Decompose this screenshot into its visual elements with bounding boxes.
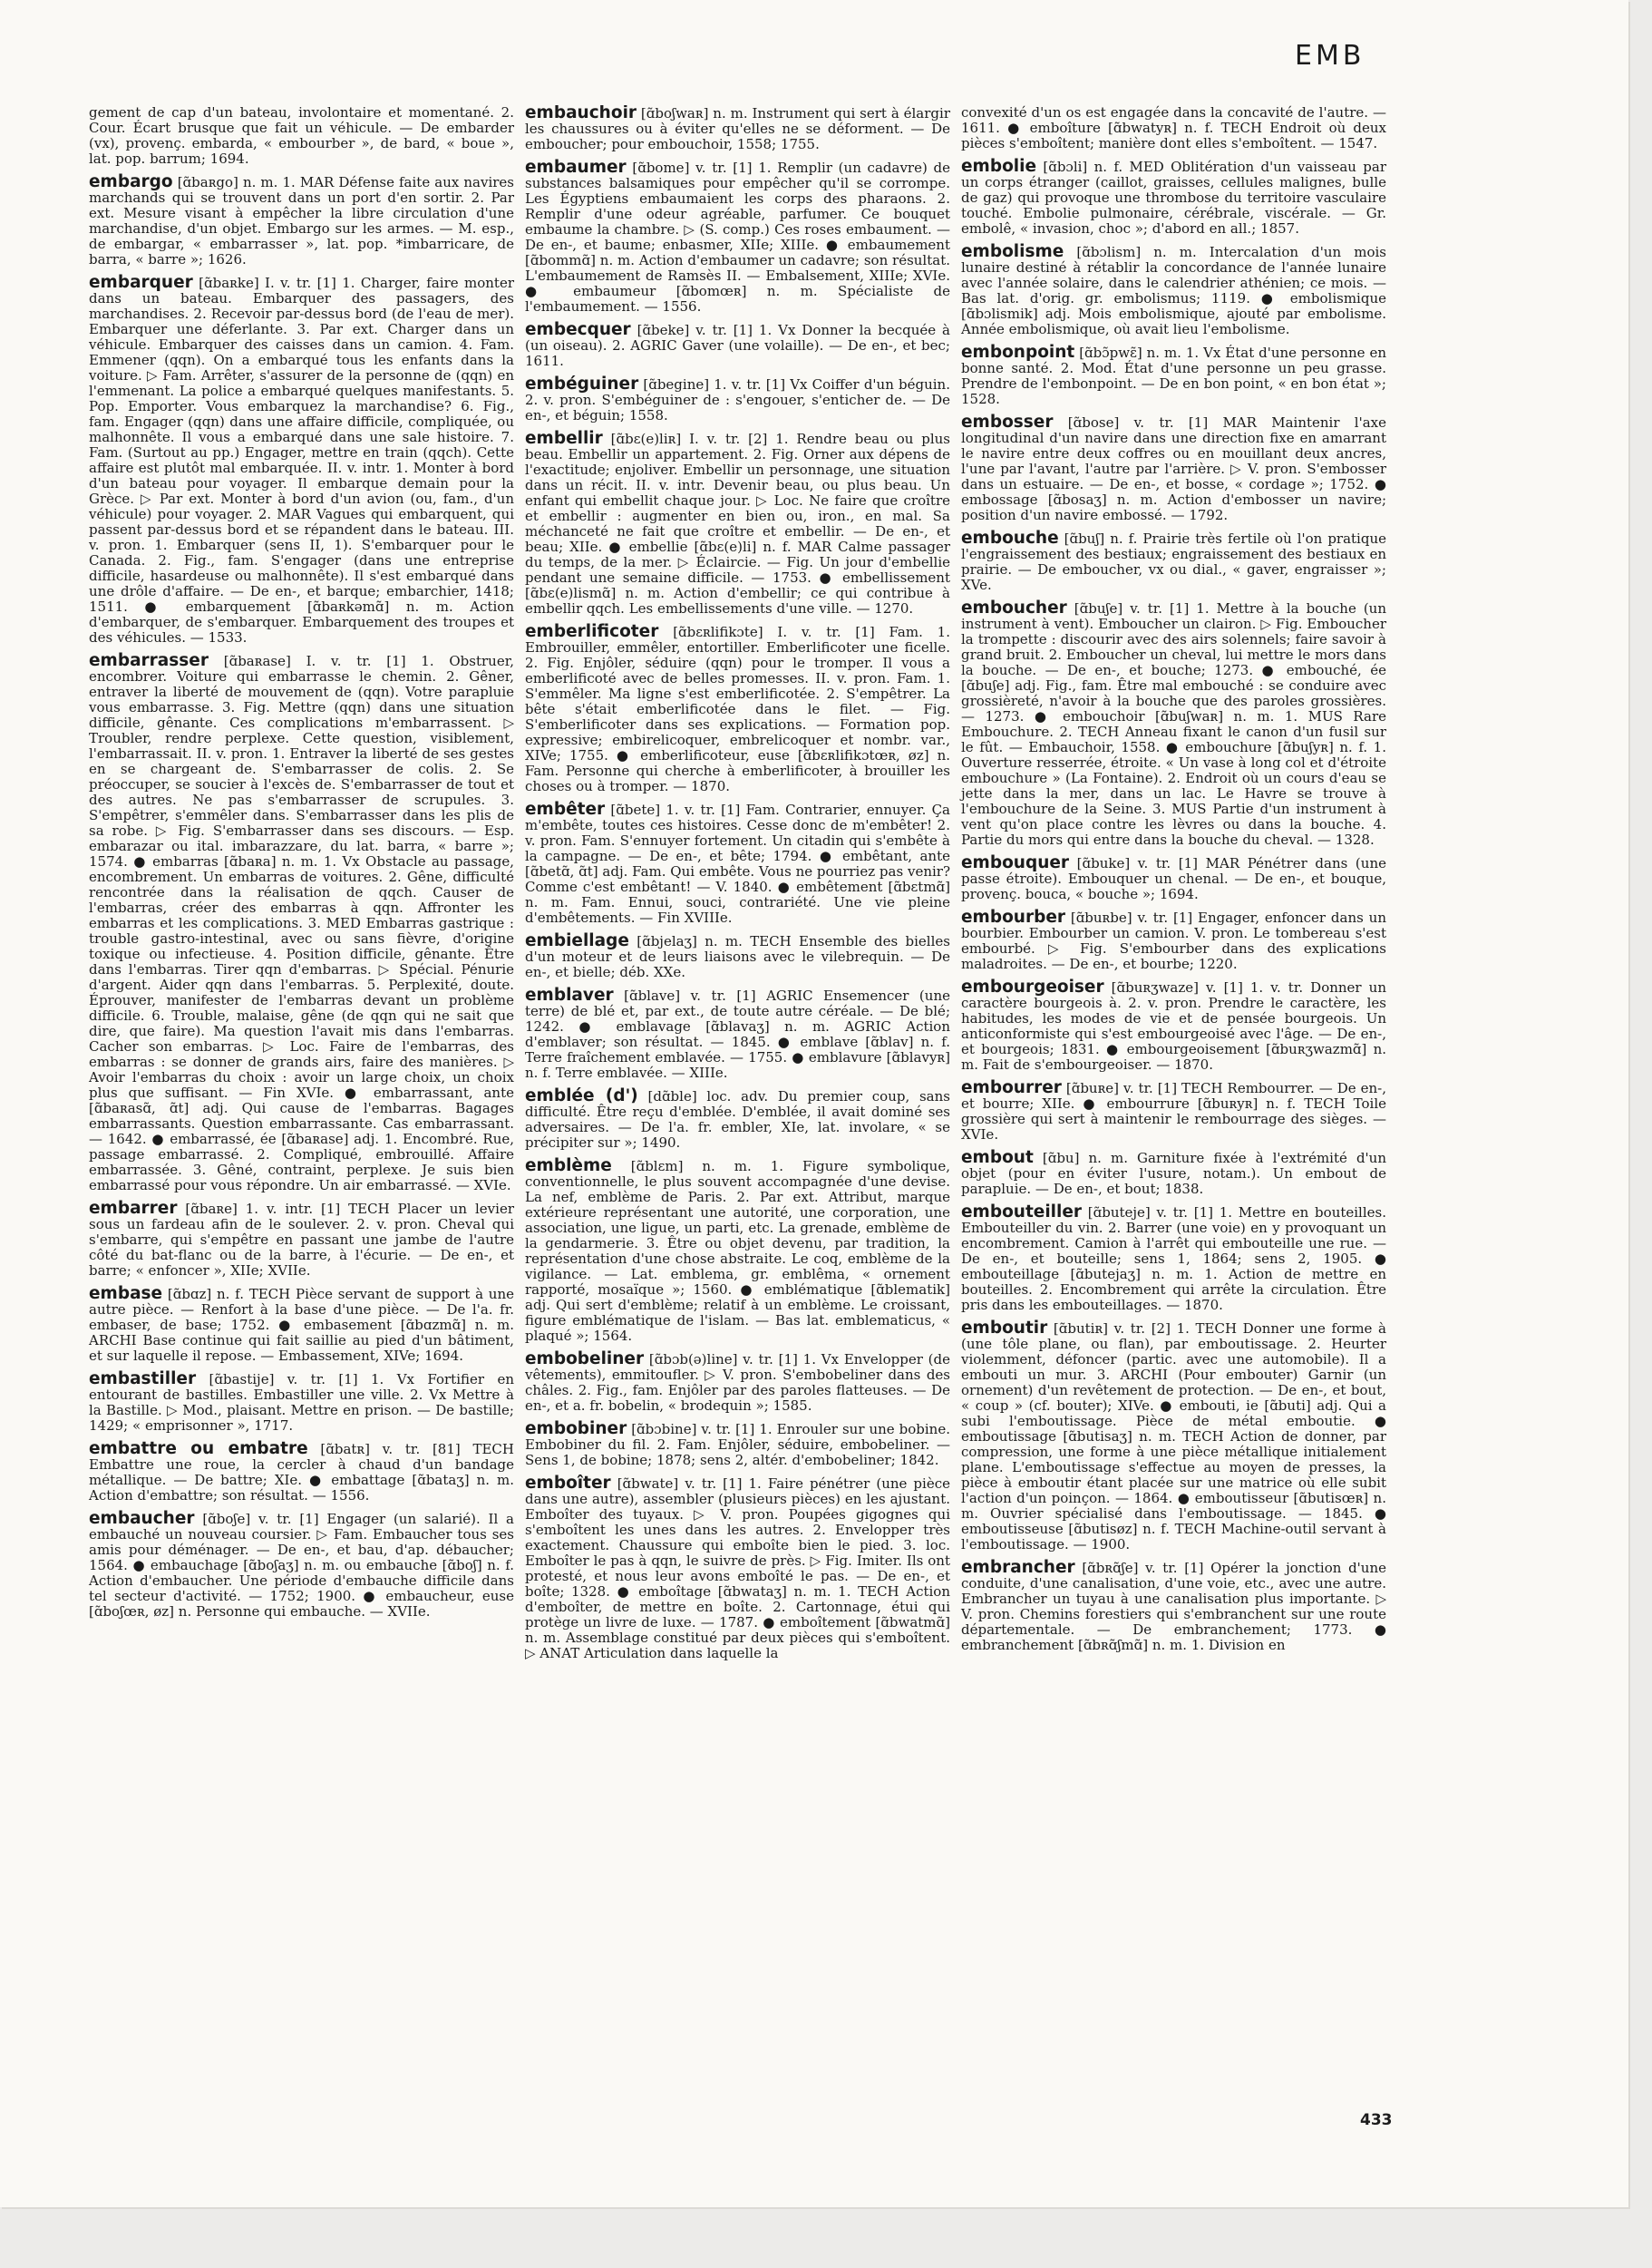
entry-definition: [ɑ̃bɔlism] n. m. Intercalation d'un mois lunaire destiné à rétablir la concordance de l'année lunaire avec l'année solaire, dans le calendrier athénien; ce mois. — Bas lat. d'orig. gr. embolismus; 1119. ● embolismique [ɑ̃bɔlismik] adj. Mois embolismique, ajouté par embolisme. Année embolismique, où avait lieu l'embolisme.	[961, 244, 1386, 337]
entry-headword: embaumer	[525, 158, 627, 177]
entry-headword: embouquer	[961, 853, 1070, 872]
page-number: 433	[1360, 2111, 1393, 2129]
entry-headword: embêter	[525, 800, 606, 819]
entry-headword: embarrasser	[89, 651, 209, 670]
column-middle	[520, 105, 956, 2087]
dictionary-entry	[961, 530, 1386, 593]
entry-headword: embout	[961, 1148, 1034, 1167]
dictionary-entry	[525, 802, 950, 926]
dictionary-entry	[961, 1560, 1386, 1653]
entry-definition: [ɑ̃bɛ(e)liʀ] I. v. tr. [2] 1. Rendre beau ou plus beau. Embellir un appartement. 2. Fig. Orner aux dépens de l'exactitude; enjoliver. Embellir un personnage, une situation dans un récit. II. v. intr. Devenir beau, ou plus beau. Un enfant qui embellit chaque jour. ▷ Loc. Ne faire que croître et embellir : augmenter en bien ou, iron., en mal. Sa méchanceté ne fait que croître et embellir. — De en-, et beau; XIIe. ● embellie [ɑ̃bɛ(e)li] n. f. MAR Calme passager du temps, de la mer. ▷ Éclaircie. — Fig. Un jour d'embellie pendant une semaine difficile. — 1753. ● embellissement [ɑ̃bɛ(e)lismɑ̃] n. m. Action d'embellir; ce qui contribue à embellir qqch. Les embellissements d'une ville. — 1270.	[525, 431, 950, 617]
entry-headword: emblée (d')	[525, 1086, 638, 1105]
dictionary-entry	[89, 1201, 514, 1279]
dictionary-entry	[525, 160, 950, 315]
dictionary-entry	[89, 1441, 514, 1504]
dictionary-entry	[961, 1204, 1386, 1313]
entry-headword: embosser	[961, 413, 1054, 432]
dictionary-entry	[525, 988, 950, 1081]
dictionary-entry	[961, 1150, 1386, 1197]
entry-headword: embarquer	[89, 273, 193, 292]
entry-definition: [ɑ̃baʀase] I. v. tr. [1] 1. Obstruer, encombrer. Voiture qui embarrasse le chemin. 2. Gêner, entraver la liberté de mouvement de (qqn). Votre parapluie vous embarrasse. 3. Fig. Mettre (qqn) dans une situation difficile, gênante. Ces complications m'embarrassent. ▷ Troubler, rendre perplexe. Cette question, visiblement, l'embarrassait. II. v. pron. 1. Entraver la liberté de ses gestes en se chargeant de. S'embarrasser de colis. 2. Se préoccuper, se soucier à l'excès de. S'embarrasser de tout et des autres. Ne pas s'embarrasser de scrupules. 3. S'empêtrer, s'emmêler dans. S'embarrasser dans les plis de sa robe. ▷ Fig. S'embarrasser dans ses discours. — Esp. embarazar ou ital. imbarazzare, du lat. barra, « barre »; 1574. ● embarras [ɑ̃baʀa] n. m. 1. Vx Obstacle au passage, encombrement. Un embarras de voitures. 2. Gêne, difficulté rencontrée dans la réalisation de qqch. Causer de l'embarras, créer des embarras à qqn. Affronter les embarras et les complications. 3. MED Embarras gastrique : trouble gastro-intestinal, avec ou sans fièvre, d'origine toxique ou infectieuse. 4. Position difficile, gênante. Être dans l'embarras. Tirer qqn d'embarras. ▷ Spécial. Pénurie d'argent. Aider qqn dans l'embarras. 5. Perplexité, doute. Éprouver, manifester de l'embarras devant un problème difficile. 6. Trouble, malaise, gêne (de qqn qui ne sait que dire, que faire). Ma question l'avait mis dans l'embarras. Cacher son embarras. ▷ Loc. Faire de l'embarras, des embarras : se donner de grands airs, faire des manières. ▷ Avoir l'embarras du choix : avoir un large choix, un choix plus que suffisant. — Fin XVIe. ● embarrassant, ante [ɑ̃baʀasɑ̃, ɑ̃t] adj. Qui cause de l'embarras. Bagages embarrassants. Question embarrassante. Cas embarrassant. — 1642. ● embarrassé, ée [ɑ̃baʀase] adj. 1. Encombré. Rue, passage embarrassé. 2. Compliqué, embrouillé. Affaire embarrassée. 3. Gêné, contraint, perplexe. Je suis bien embarrassé pour vous répondre. Un air embarrassé. — XVIe.	[89, 653, 514, 1193]
entry-definition: [ɑ̃bɔ̃pwɛ̃] n. m. 1. Vx État d'une personne en bonne santé. 2. Mod. État d'une personne un peu grasse. Prendre de l'embonpoint. — De en bon point, « en bon état »; 1528.	[961, 345, 1386, 407]
entry-headword: embrancher	[961, 1558, 1075, 1577]
entry-definition: [ɑ̃bwate] v. tr. [1] 1. Faire pénétrer (une pièce dans une autre), assembler (plusieurs pièces) en les ajustant. Emboîter des tuyaux. ▷ V. pron. Poupées gigognes qui s'emboîtent les unes dans les autres. 2. Envelopper très exactement. Chaussure qui emboîte bien le pied. 3. loc. Emboîter le pas à qqn, le suivre de près. ▷ Fig. Imiter. Ils ont protesté, et nous leur avons emboîté le pas. — De en-, et boîte; 1328. ● emboîtage [ɑ̃bwataʒ] n. m. 1. TECH Action d'emboîter, de mettre en boîte. 2. Cartonnage, étui qui protège un livre de luxe. — 1787. ● emboîtement [ɑ̃bwatmɑ̃] n. m. Assemblage constitué par deux pièces qui s'emboîtent. ▷ ANAT Articulation dans laquelle la	[525, 1475, 950, 1661]
entry-headword: emblème	[525, 1156, 612, 1175]
dictionary-entry	[961, 159, 1386, 237]
entry-headword: embourgeoiser	[961, 978, 1104, 997]
entry-headword: emboucher	[961, 599, 1067, 618]
entry-definition: [ɑ̃bastije] v. tr. [1] 1. Vx Fortifier en entourant de bastilles. Embastiller une ville. 2. Vx Mettre à la Bastille. ▷ Mod., plaisant. Mettre en prison. — De bastille; 1429; « emprisonner », 1717.	[89, 1371, 514, 1434]
entry-headword: embaucher	[89, 1509, 195, 1528]
entry-definition: [ɑ̃bome] v. tr. [1] 1. Remplir (un cadavre) de substances balsamiques pour empêcher qu'il se corrompe. Les Égyptiens embaumaient les corps des pharaons. 2. Remplir d'une odeur agréable, parfumer. Ce bouquet embaume la chambre. ▷ (S. comp.) Ces roses embaument. — De en-, et baume; enbasmer, XIIe; XIIIe. ● embaumement [ɑ̃bommɑ̃] n. m. Action d'embaumer un cadavre; son résultat. L'embaumement de Ramsès II. — Embalsement, XIIIe; XVIe. ● embaumeur [ɑ̃bomœʀ] n. m. Spécialiste de l'embaumement. — 1556.	[525, 160, 950, 315]
entry-headword: embouteiller	[961, 1202, 1083, 1222]
entry-definition: [ɑ̃buʀe] v. tr. [1] TECH Rembourrer. — De en-, et bourre; XIIe. ● embourrure [ɑ̃buʀyʀ] n. f. TECH Toile grossière qui sert à maintenir le rembourrage des sièges. — XVIe.	[961, 1080, 1386, 1143]
entry-definition: [ɑ̃buʃe] v. tr. [1] 1. Mettre à la bouche (un instrument à vent). Emboucher un clairon. ▷ Fig. Emboucher la trompette : discourir avec des airs solennels; faire savoir à grand bruit. 2. Emboucher un cheval, lui mettre le mors dans la bouche. — De en-, et bouche; 1273. ● embouché, ée [ɑ̃buʃe] adj. Fig., fam. Être mal embouché : se conduire avec grossièreté, n'avoir à la bouche que des paroles grossières. — 1273. ● embouchoir [ɑ̃buʃwaʀ] n. m. 1. MUS Rare Embouchure. 2. TECH Anneau fixant le canon d'un fusil sur le fût. — Embauchoir, 1558. ● embouchure [ɑ̃buʃyʀ] n. f. 1. Ouverture resserrée, étroite. « Un vase à long col et d'étroite embouchure » (La Fontaine). 2. Endroit où un cours d'eau se jette dans la mer, dans un lac. Le Havre se trouve à l'embouchure de la Seine. 3. MUS Partie d'un instrument à vent qu'on place contre les lèvres ou dans la bouche. 4. Partie du mors qui entre dans la bouche du cheval. — 1328.	[961, 600, 1386, 848]
entry-definition: [ɑ̃bu] n. m. Garniture fixée à l'extrémité d'un objet (pour en éviter l'usure, notam.). Un embout de parapluie. — De en-, et bout; 1838.	[961, 1150, 1386, 1197]
entry-continuation: gement de cap d'un bateau, involontaire et momentané. 2. Cour. Écart brusque que fait un véhicule. — De embarder (vx), provenç. embarda, « embourber », de bard, « boue », lat. pop. barrum; 1694.	[89, 105, 514, 167]
dictionary-entry	[89, 1511, 514, 1620]
dictionary-entry	[89, 653, 514, 1193]
entry-definition: [ɑ̃bɔb(ə)line] v. tr. [1] 1. Vx Envelopper (de vêtements), emmitoufler. ▷ V. pron. S'embobeliner dans des châles. 2. Fig., fam. Enjôler par des paroles flatteuses. — De en-, et a. fr. bobelin, « brodequin »; 1585.	[525, 1351, 950, 1414]
entry-definition: [ɑ̃boʃe] v. tr. [1] Engager (un salarié). Il a embauché un nouveau coursier. ▷ Fam. Embaucher tous ses amis pour déménager. — De en-, et bau, d'ap. débaucher; 1564. ● embauchage [ɑ̃boʃaʒ] n. m. ou embauche [ɑ̃boʃ] n. f. Action d'embaucher. Une période d'embauche difficile dans tel secteur d'activité. — 1752; 1900. ● embaucheur, euse [ɑ̃boʃœʀ, øz] n. Personne qui embauche. — XVIIe.	[89, 1511, 514, 1620]
dictionary-entry	[525, 933, 950, 980]
dictionary-entry	[525, 1088, 950, 1151]
entry-definition: [ɑ̃baʀe] 1. v. intr. [1] TECH Placer un levier sous un fardeau afin de le soulever. 2. v. pron. Cheval qui s'embarre, qui s'empêtre en passant une jambe de l'autre côté du bat-flanc ou de la barre, à l'écurie. — De en-, et barre; « enfoncer », XIIe; XVIIe.	[89, 1201, 514, 1279]
entry-definition: [ɑ̃baʀgo] n. m. 1. MAR Défense faite aux navires marchands qui se trouvent dans un port d'en sortir. 2. Par ext. Mesure visant à empêcher la libre circulation d'une marchandise, d'un objet. Embargo sur les armes. — M. esp., de embargar, « embarrasser », lat. pop. *imbarricare, de barra, « barre »; 1626.	[89, 174, 514, 268]
entry-definition: [ɑ̃blɛm] n. m. 1. Figure symbolique, conventionnelle, le plus souvent accompagnée d'une devise. La nef, emblème de Paris. 2. Par ext. Attribut, marque extérieure représentant une autorité, une corporation, une association, une ligue, un parti, etc. La grenade, emblème de la gendarmerie. 3. Être ou objet devenu, par tradition, la représentation d'une chose abstraite. Le coq, emblème de la vigilance. — Lat. emblema, gr. emblêma, « ornement rapporté, mosaïque »; 1560. ● emblématique [ɑ̃blematik] adj. Qui sert d'emblème; relatif à un emblème. Le croissant, figure emblématique de l'islam. — Bas lat. emblematicus, « plaqué »; 1564.	[525, 1158, 950, 1344]
dictionary-entry	[525, 1158, 950, 1344]
entry-headword: embonpoint	[961, 343, 1075, 362]
entry-continuation: convexité d'un os est engagée dans la concavité de l'autre. — 1611. ● emboîture [ɑ̃bwatyʀ] n. f. TECH Endroit où deux pièces s'emboîtent; manière dont elles s'emboîtent. — 1547.	[961, 105, 1386, 151]
entry-definition: [ɑ̃bɔli] n. f. MED Oblitération d'un vaisseau par un corps étranger (caillot, graisses, cellules malignes, bulle de gaz) qui provoque une thrombose du territoire vasculaire touché. Embolie pulmonaire, cérébrale, viscérale. — Gr. embolê, « invasion, choc »; d'abord en all.; 1857.	[961, 159, 1386, 237]
dictionary-entry	[961, 244, 1386, 337]
entry-definition: [ɑ̃bɛʀlifikɔte] I. v. tr. [1] Fam. 1. Embrouiller, emmêler, entortiller. Emberlificoter une ficelle. 2. Fig. Enjôler, séduire (qqn) pour le tromper. Il vous a emberlificoté avec de belles promesses. II. v. pron. Fam. 1. S'emmêler. Ma ligne s'est emberlificotée. 2. S'empêtrer. La bête s'était emberlificotée dans le filet. — Fig. S'emberlificoter dans ses explications. — Formation pop. expressive; embirelicoquer, embrelicoquer et nombr. var., XIVe; 1755. ● emberlificoteur, euse [ɑ̃bɛʀlifikɔtœʀ, øz] n. Fam. Personne qui cherche à emberlificoter, à brouiller les choses ou à tromper. — 1870.	[525, 624, 950, 794]
entry-headword: embourber	[961, 908, 1065, 927]
entry-definition: [ɑ̃begine] 1. v. tr. [1] Vx Coiffer d'un béguin. 2. v. pron. S'embéguiner de : s'engouer, s'enticher de. — De en-, et béguin; 1558.	[525, 376, 950, 423]
dictionary-entry	[89, 1371, 514, 1434]
entry-headword: emboîter	[525, 1474, 611, 1493]
text-columns	[83, 105, 1392, 2087]
dictionary-entry	[961, 1320, 1386, 1553]
entry-headword: embarrer	[89, 1199, 178, 1218]
entry-definition: [ɑ̃bʀɑ̃ʃe] v. tr. [1] Opérer la jonction d'une conduite, d'une canalisation, d'une voie, etc., avec une autre. Embrancher un tuyau à une canalisation plus importante. ▷ V. pron. Chemins forestiers qui s'embranchent sur une route départementale. — De embranchement; 1773. ● embranchement [ɑ̃bʀɑ̃ʃmɑ̃] n. m. 1. Division en	[961, 1560, 1386, 1653]
dictionary-entry	[89, 1286, 514, 1364]
entry-headword: embobeliner	[525, 1349, 645, 1368]
dictionary-entry	[525, 431, 950, 617]
entry-headword: embolie	[961, 157, 1037, 176]
entry-headword: emblaver	[525, 986, 614, 1005]
column-right	[956, 105, 1392, 2087]
dictionary-entry	[961, 1080, 1386, 1143]
entry-headword: emboutir	[961, 1319, 1048, 1338]
dictionary-entry	[525, 624, 950, 794]
entry-definition: [ɑ̃bɑz] n. f. TECH Pièce servant de support à une autre pièce. — Renfort à la base d'une pièce. — De l'a. fr. embaser, de base; 1752. ● embasement [ɑ̃bɑzmɑ̃] n. m. ARCHI Base continue qui fait saillie au pied d'un bâtiment, et sur laquelle il repose. — Embassement, XIVe; 1694.	[89, 1286, 514, 1364]
dictionary-entry	[961, 979, 1386, 1073]
dictionary-entry	[525, 105, 950, 152]
dictionary-entry	[525, 1475, 950, 1661]
entry-definition: [ɑ̃bɔbine] v. tr. [1] 1. Enrouler sur une bobine. Embobiner du fil. 2. Fam. Enjôler, séduire, embobeliner. — Sens 1, de bobine; 1878; sens 2, altér. d'embobeliner; 1842.	[525, 1421, 950, 1468]
dictionary-entry	[525, 322, 950, 369]
dictionary-entry	[961, 345, 1386, 407]
dictionary-entry	[525, 1421, 950, 1468]
dictionary-entry	[525, 1351, 950, 1414]
entry-headword: embobiner	[525, 1419, 627, 1438]
entry-definition: [ɑ̃bjelaʒ] n. m. TECH Ensemble des bielles d'un moteur et de leurs liaisons avec le vilebrequin. — De en-, et bielle; déb. XXe.	[525, 933, 950, 980]
dictionary-entry	[961, 600, 1386, 848]
entry-definition: [ɑ̃beke] v. tr. [1] 1. Vx Donner la becquée à (un oiseau). 2. AGRIC Gaver (une volaille). — De en-, et bec; 1611.	[525, 322, 950, 369]
entry-definition: [ɑ̃butiʀ] v. tr. [2] 1. TECH Donner une forme à (une tôle plane, ou flan), par emboutissage. 2. Heurter violemment, défoncer (partic. avec une automobile). Il a embouti un mur. 3. ARCHI (Pour embouter) Garnir (un ornement) d'un revêtement de protection. — De en-, et bout, « coup » (cf. bouter); XIVe. ● embouti, ie [ɑ̃buti] adj. Qui a subi l'emboutissage. Pièce de métal emboutie. ● emboutissage [ɑ̃butisaʒ] n. m. TECH Action de donner, par compression, une forme à une pièce métallique initialement plane. L'emboutissage s'effectue au moyen de presses, la pièce à emboutir étant placée sur une matrice où elle subit l'action d'un poinçon. — 1864. ● emboutisseur [ɑ̃butisœʀ] n. m. Ouvrier spécialisé dans l'emboutissage. — 1845. ● emboutisseuse [ɑ̃butisøz] n. f. TECH Machine-outil servant à l'emboutissage. — 1900.	[961, 1320, 1386, 1553]
dictionary-entry	[89, 174, 514, 268]
entry-definition: [ɑ̃buteje] v. tr. [1] 1. Mettre en bouteilles. Embouteiller du vin. 2. Barrer (une voie) en y provoquant un encombrement. Camion à l'arrêt qui embouteille une rue. — De en-, et bouteille; sens 1, 1864; sens 2, 1905. ● embouteillage [ɑ̃butejaʒ] n. m. 1. Action de mettre en bouteilles. 2. Encombrement qui arrête la circulation. Être pris dans les embouteillages. — 1870.	[961, 1204, 1386, 1313]
entry-headword: emberlificoter	[525, 622, 659, 641]
dictionary-entry	[961, 910, 1386, 972]
entry-definition: [ɑ̃baʀke] I. v. tr. [1] 1. Charger, faire monter dans un bateau. Embarquer des passagers, des marchandises. 2. Recevoir par-dessus bord (de l'eau de mer). Embarquer une déferlante. 3. Par ext. Charger dans un véhicule. Embarquer des caisses dans un camion. 4. Fam. Emmener (qqn). On a embarqué tous les enfants dans la voiture. ▷ Fam. Arrêter, s'assurer de la personne de (qqn) en l'emmenant. La police a embarqué quelques manifestants. 5. Pop. Emporter. Vous embarquez la marchandise? 6. Fig., fam. Engager (qqn) dans une affaire difficile, compliquée, ou malhonnête. Il vous a embarqué dans une sale histoire. 7. Fam. (Surtout au pp.) Engager, mettre en train (qqch). Cette affaire est plutôt mal embarquée. II. v. intr. 1. Monter à bord d'un bateau pour voyager. Il embarque demain pour la Grèce. ▷ Par ext. Monter à bord d'un avion (ou, fam., d'un véhicule) pour voyager. 2. MAR Vagues qui embarquent, qui passent par-dessus bord et se répandent dans le bateau. III. v. pron. 1. Embarquer (sens II, 1). S'embarquer pour le Canada. 2. Fig., fam. S'engager (dans une entreprise difficile, hasardeuse ou malhonnête). Il s'est embarqué dans une drôle d'affaire. — De en-, et barque; embarchier, 1418; 1511. ● embarquement [ɑ̃baʀkəmɑ̃] n. m. Action d'embarquer, de s'embarquer. Embarquement des troupes et des véhicules. — 1533.	[89, 275, 514, 646]
entry-definition: [ɑ̃batʀ] v. tr. [81] TECH Embattre une roue, la cercler à chaud d'un bandage métallique. — De battre; XIe. ● embattage [ɑ̃bataʒ] n. m. Action d'embattre; son résultat. — 1556.	[89, 1441, 514, 1504]
entry-headword: embastiller	[89, 1369, 197, 1388]
entry-definition: [dɑ̃ble] loc. adv. Du premier coup, sans difficulté. Être reçu d'emblée. D'emblée, il avait dominé ses adversaires. — De l'a. fr. embler, XIe, lat. involare, « se précipiter sur »; 1490.	[525, 1088, 950, 1151]
entry-headword: embiellage	[525, 931, 629, 950]
entry-headword: embauchoir	[525, 105, 637, 122]
entry-definition: [ɑ̃buʀʒwaze] v. [1] 1. v. tr. Donner un caractère bourgeois à. 2. v. pron. Prendre le caractère, les habitudes, les modes de vie et de pensée bourgeois. Un anticonformiste qui s'est embourgeoisé avec l'âge. — De en-, et bourgeois; 1831. ● embourgeoisement [ɑ̃buʀʒwazmɑ̃] n. m. Fait de s'embourgeoiser. — 1870.	[961, 979, 1386, 1073]
dictionary-entry	[525, 376, 950, 423]
entry-headword: embargo	[89, 172, 173, 191]
column-left	[83, 105, 520, 2087]
dictionary-entry	[961, 414, 1386, 523]
dictionary-entry	[89, 275, 514, 646]
entry-definition: [ɑ̃bose] v. tr. [1] MAR Maintenir l'axe longitudinal d'un navire dans une direction fixe en amarrant le navire entre deux coffres ou en mouillant deux ancres, l'une par l'avant, l'autre par l'arrière. ▷ V. pron. S'embosser dans un estuaire. — De en-, et bosse, « cordage »; 1752. ● embossage [ɑ̃bosaʒ] n. m. Action d'embosser un navire; position d'un navire embossé. — 1792.	[961, 414, 1386, 523]
entry-headword: embouche	[961, 529, 1059, 548]
entry-headword: embecquer	[525, 320, 631, 339]
running-head: EMB	[1295, 40, 1365, 72]
entry-headword: embase	[89, 1284, 163, 1303]
dictionary-entry	[961, 855, 1386, 902]
entry-definition: [ɑ̃buʃ] n. f. Prairie très fertile où l'on pratique l'engraissement des bestiaux; engraissement des bestiaux en prairie. — De emboucher, vx ou dial., « gaver, engraisser »; XVe.	[961, 530, 1386, 593]
entry-definition: [ɑ̃bete] 1. v. tr. [1] Fam. Contrarier, ennuyer. Ça m'embête, toutes ces histoires. Cesse donc de m'embêter! 2. v. pron. Fam. S'ennuyer fortement. Un citadin qui s'embête à la campagne. — De en-, et bête; 1794. ● embêtant, ante [ɑ̃betɑ̃, ɑ̃t] adj. Fam. Qui embête. Vous ne pourriez pas venir? Comme c'est embêtant! — V. 1840. ● embêtement [ɑ̃bɛtmɑ̃] n. m. Fam. Ennui, souci, contrariété. Une vie pleine d'embêtements. — Fin XVIIIe.	[525, 802, 950, 926]
entry-headword: embéguiner	[525, 375, 639, 394]
entry-headword: embolisme	[961, 242, 1064, 261]
entry-headword: embellir	[525, 429, 603, 448]
entry-definition: [ɑ̃buʀbe] v. tr. [1] Engager, enfoncer dans un bourbier. Embourber un camion. V. pron. Le tombereau s'est embourbé. ▷ Fig. S'embourber dans des explications maladroites. — De en-, et bourbe; 1220.	[961, 910, 1386, 972]
entry-headword: embourrer	[961, 1078, 1062, 1097]
entry-definition: [ɑ̃blave] v. tr. [1] AGRIC Ensemencer (une terre) de blé et, par ext., de toute autre céréale. — De blé; 1242. ● emblavage [ɑ̃blavaʒ] n. m. AGRIC Action d'emblaver; son résultat. — 1845. ● emblave [ɑ̃blav] n. f. Terre fraîchement emblavée. — 1755. ● emblavure [ɑ̃blavyʀ] n. f. Terre emblavée. — XIIIe.	[525, 988, 950, 1081]
entry-headword: embattre ou embatre	[89, 1439, 308, 1458]
entry-definition: [ɑ̃boʃwaʀ] n. m. Instrument qui sert à élargir les chaussures ou à éviter qu'elles ne se déforment. — De emboucher; pour embouchoir, 1558; 1755.	[525, 105, 950, 152]
entry-definition: [ɑ̃buke] v. tr. [1] MAR Pénétrer dans (une passe étroite). Embouquer un chenal. — De en-, et bouque, provenç. bouca, « bouche »; 1694.	[961, 855, 1386, 902]
